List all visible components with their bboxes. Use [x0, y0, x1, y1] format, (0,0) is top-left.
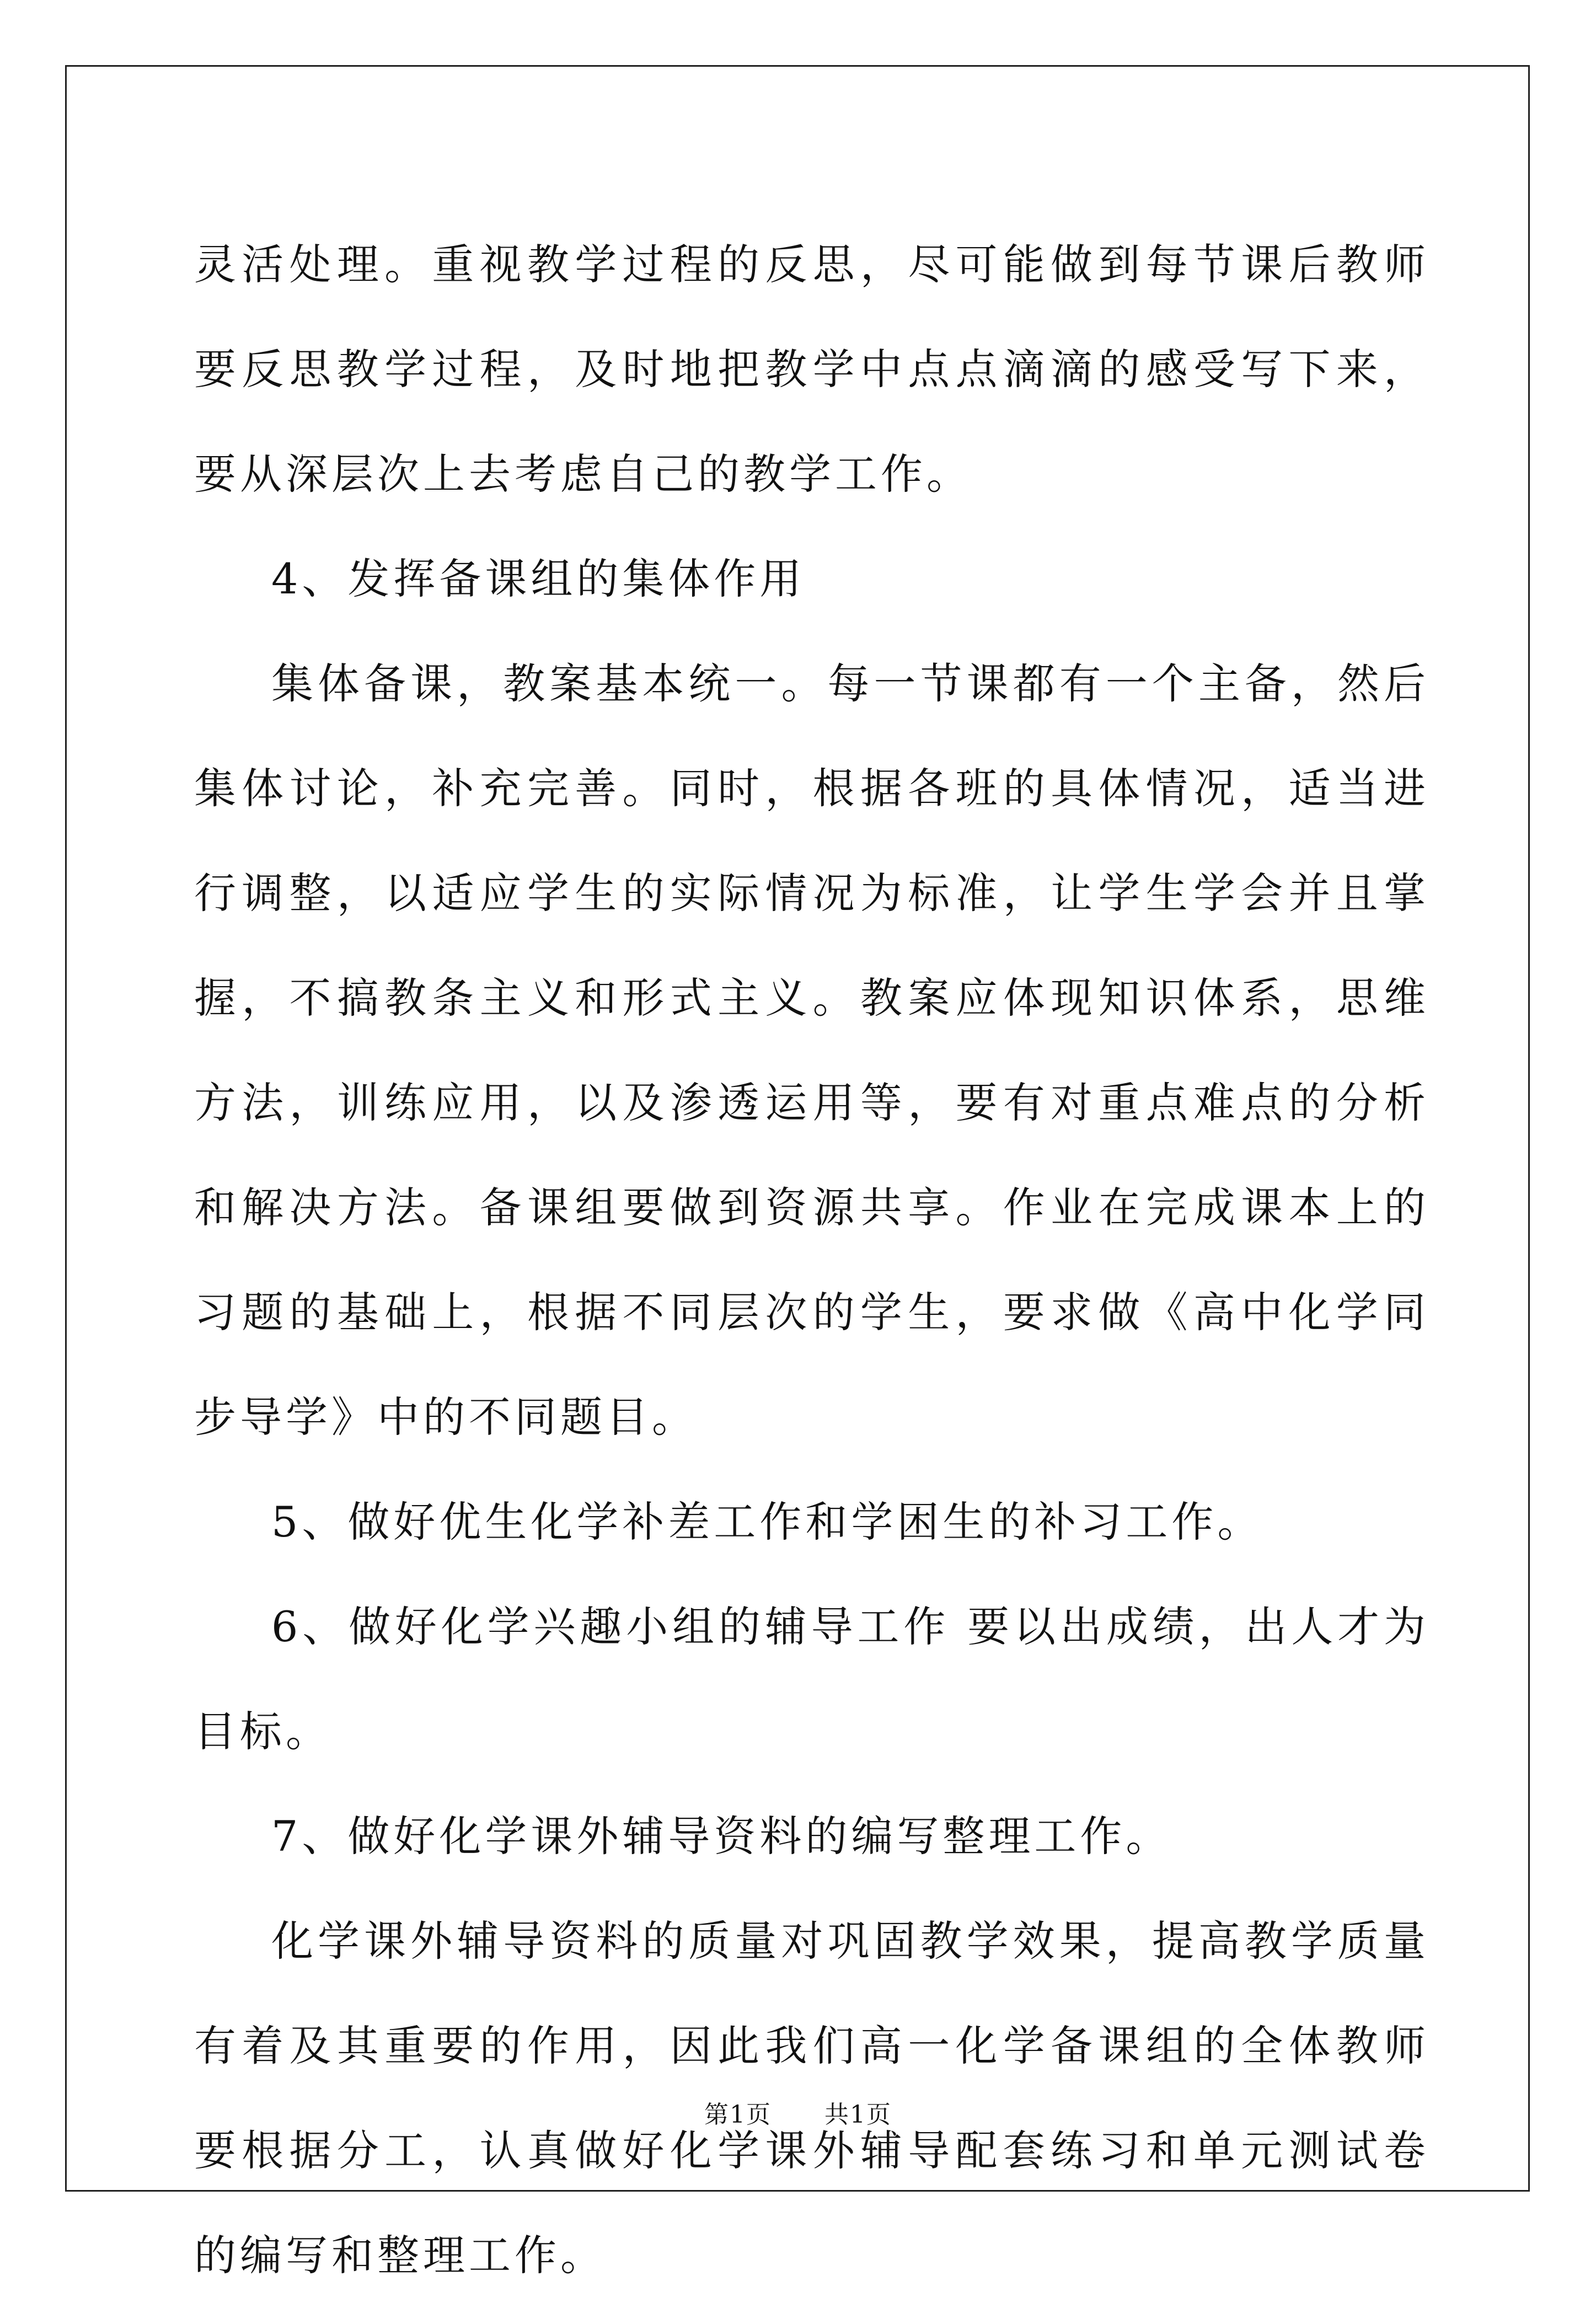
paragraph-continued: 灵活处理。重视教学过程的反思，尽可能做到每节课后教师要反思教学过程，及时地把教学中点点滴滴的感受写下来，要从深层次上去考虑自己的教学工作。	[194, 240, 1429, 499]
heading-item-7: 7、做好化学课外辅导资料的编写整理工作。	[271, 1812, 1172, 1861]
heading-item-5: 5、做好优生化学补差工作和学困生的补习工作。	[271, 1497, 1263, 1546]
page-number-total: 共1页	[824, 2101, 892, 2129]
paragraph-collective-lesson-prep: 集体备课，教案基本统一。每一节课都有一个主备，然后集体讨论，补充完善。同时，根据各班的具体情况，适当进行调整，以适应学生的实际情况为标准，让学生学会并且掌握，不搞教条主义和形式主义。教案应体现知识体系，思维方法，训练应用，以及渗透运用等，要有对重点难点的分析和解决方法。备课组要做到资源共享。作业在完成课本上的习题的基础上，根据不同层次的学生，要求做《高中化学同步导学》中的不同题目。	[194, 659, 1429, 1442]
heading-item-6: 6、做好化学兴趣小组的辅导工作 要以出成绩，出人才为目标。	[194, 1602, 1429, 1756]
heading-item-4: 4、发挥备课组的集体作用	[271, 554, 806, 603]
paragraph-tutoring-materials: 化学课外辅导资料的质量对巩固教学效果，提高教学质量有着及其重要的作用，因此我们高一化学备课组的全体教师要根据分工，认真做好化学课外辅导配套练习和单元测试卷的编写和整理工作。	[194, 1916, 1429, 2280]
page-number-current: 第1页	[704, 2101, 772, 2129]
document-body	[194, 212, 1429, 2308]
page-footer	[0, 2095, 1596, 2130]
